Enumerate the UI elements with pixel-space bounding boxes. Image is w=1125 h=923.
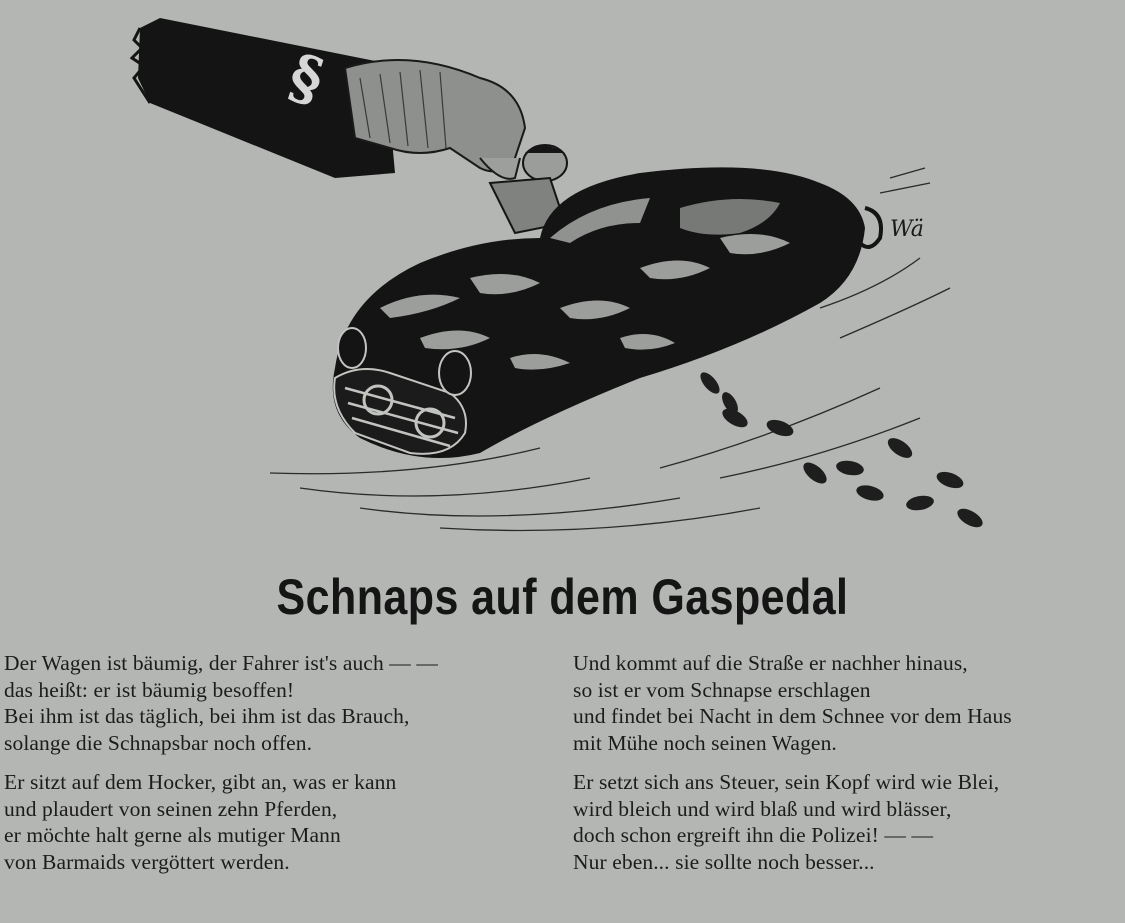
poem-line: doch schon ergreift ihn die Polizei! — — bbox=[573, 823, 934, 847]
poem-line: von Barmaids vergöttert werden. bbox=[4, 849, 290, 874]
car-icon bbox=[333, 167, 881, 458]
poem-line: das heißt: er ist bäumig besoffen! bbox=[4, 677, 295, 702]
cartoon-illustration bbox=[120, 8, 1020, 548]
stanza bbox=[573, 650, 1125, 756]
poem-line: Nur eben... sie sollte noch besser... bbox=[573, 849, 875, 874]
poem-line: Er sitzt auf dem Hocker, gibt an, was er kann bbox=[4, 770, 397, 794]
poem-line: und plaudert von seinen zehn Pferden, bbox=[4, 796, 338, 821]
poem-line: Er setzt sich ans Steuer, sein Kopf wird wie Blei, bbox=[573, 770, 1000, 794]
stanza bbox=[4, 650, 564, 756]
poem-line: er möchte halt gerne als mutiger Mann bbox=[4, 823, 341, 847]
artist-signature: Wä bbox=[890, 217, 924, 242]
poem-line: wird bleich und wird blaß und wird blässer, bbox=[573, 796, 952, 821]
poem-line: solange die Schnapsbar noch offen. bbox=[4, 730, 313, 755]
poem-line: so ist er vom Schnapse erschlagen bbox=[573, 677, 871, 702]
poem-line: Und kommt auf die Straße er nachher hinaus, bbox=[573, 651, 968, 675]
stanza bbox=[573, 769, 1125, 875]
stanza bbox=[4, 769, 564, 875]
footprints-icon bbox=[697, 369, 986, 531]
poem-left-column bbox=[4, 650, 564, 888]
poem-line: mit Mühe noch seinen Wagen. bbox=[573, 730, 837, 755]
poem-right-column bbox=[573, 650, 1125, 888]
poem-line: und findet bei Nacht in dem Schnee vor dem Haus bbox=[573, 704, 1012, 728]
article-headline: Schnaps auf dem Gaspedal bbox=[276, 569, 849, 625]
svg-text:§: § bbox=[280, 40, 332, 117]
poem-line: Der Wagen ist bäumig, der Fahrer ist's auch — — bbox=[4, 651, 438, 675]
poem-line: Bei ihm ist das täglich, bei ihm ist das Brauch, bbox=[4, 704, 410, 728]
